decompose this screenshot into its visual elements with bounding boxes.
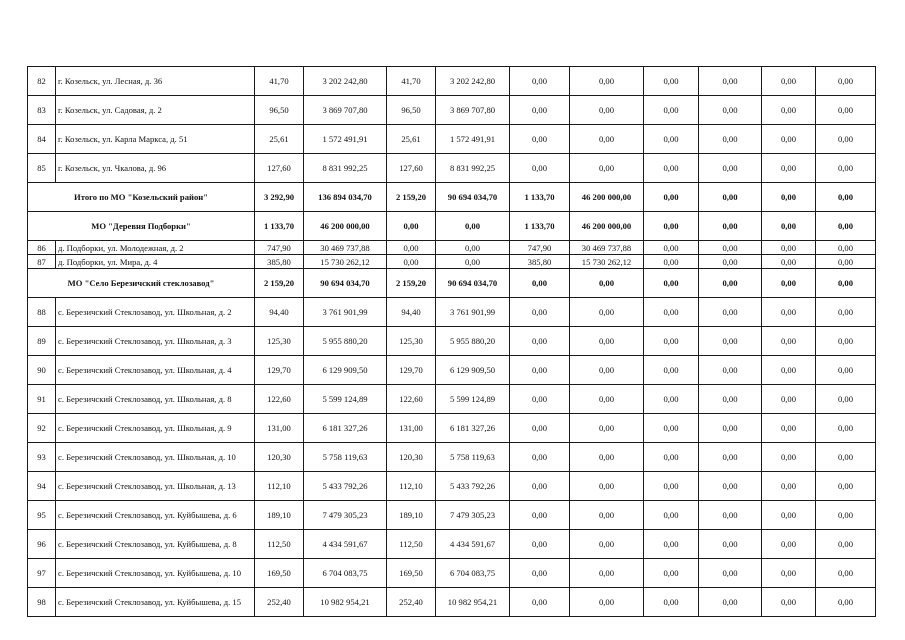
row-number-cell: 96 [28,530,56,559]
value-cell: 0,00 [699,385,762,414]
value-cell: 90 694 034,70 [304,269,387,298]
value-cell: 0,00 [816,241,876,255]
value-cell: 6 181 327,26 [436,414,510,443]
value-cell: 0,00 [510,443,570,472]
value-cell: 0,00 [816,530,876,559]
value-cell: 0,00 [699,356,762,385]
value-cell: 0,00 [644,154,699,183]
value-cell: 2 159,20 [387,183,436,212]
value-cell: 0,00 [570,125,644,154]
value-cell: 30 469 737,88 [304,241,387,255]
value-cell: 96,50 [255,96,304,125]
value-cell: 5 433 792,26 [436,472,510,501]
table-row [28,472,876,501]
value-cell: 0,00 [762,298,816,327]
value-cell: 0,00 [762,530,816,559]
row-number-cell: 88 [28,298,56,327]
value-cell: 0,00 [510,530,570,559]
value-cell: 0,00 [387,241,436,255]
value-cell: 0,00 [510,327,570,356]
value-cell: 25,61 [255,125,304,154]
value-cell: 0,00 [570,559,644,588]
table-row [28,125,876,154]
address-cell: с. Березичский Стеклозавод, ул. Школьная, д. 3 [56,327,255,356]
value-cell: 0,00 [570,154,644,183]
value-cell: 0,00 [510,588,570,617]
value-cell: 120,30 [255,443,304,472]
value-cell: 5 758 119,63 [436,443,510,472]
value-cell: 0,00 [570,327,644,356]
value-cell: 0,00 [816,255,876,269]
value-cell: 5 758 119,63 [304,443,387,472]
value-cell: 0,00 [699,125,762,154]
value-cell: 0,00 [510,154,570,183]
address-cell: с. Березичский Стеклозавод, ул. Школьная, д. 4 [56,356,255,385]
value-cell: 8 831 992,25 [436,154,510,183]
value-cell: 15 730 262,12 [570,255,644,269]
value-cell: 0,00 [816,327,876,356]
value-cell: 0,00 [699,269,762,298]
value-cell: 46 200 000,00 [570,183,644,212]
value-cell: 0,00 [762,67,816,96]
value-cell: 2 159,20 [387,269,436,298]
address-cell: г. Козельск, ул. Лесная, д. 36 [56,67,255,96]
value-cell: 0,00 [644,414,699,443]
value-cell: 0,00 [510,67,570,96]
value-cell: 129,70 [387,356,436,385]
value-cell: 0,00 [570,96,644,125]
address-cell: д. Подборки, ул. Молодежная, д. 2 [56,241,255,255]
value-cell: 0,00 [762,588,816,617]
value-cell: 0,00 [510,501,570,530]
value-cell: 0,00 [816,356,876,385]
value-cell: 0,00 [644,255,699,269]
value-cell: 3 761 901,99 [436,298,510,327]
value-cell: 0,00 [762,96,816,125]
value-cell: 0,00 [644,472,699,501]
table-row [28,443,876,472]
value-cell: 0,00 [816,385,876,414]
row-number-cell: 89 [28,327,56,356]
table-row [28,588,876,617]
value-cell: 6 704 083,75 [304,559,387,588]
address-cell: с. Березичский Стеклозавод, ул. Куйбышева, д. 8 [56,530,255,559]
value-cell: 0,00 [644,327,699,356]
value-cell: 0,00 [510,96,570,125]
value-cell: 3 869 707,80 [304,96,387,125]
table-row [28,67,876,96]
value-cell: 0,00 [816,154,876,183]
value-cell: 4 434 591,67 [436,530,510,559]
value-cell: 0,00 [644,588,699,617]
row-number-cell: 82 [28,67,56,96]
table-row [28,327,876,356]
subtotal-row [28,212,876,241]
value-cell: 0,00 [570,530,644,559]
value-cell: 25,61 [387,125,436,154]
value-cell: 0,00 [644,298,699,327]
value-cell: 0,00 [570,298,644,327]
value-cell: 131,00 [387,414,436,443]
value-cell: 127,60 [387,154,436,183]
value-cell: 0,00 [816,298,876,327]
value-cell: 41,70 [387,67,436,96]
value-cell: 0,00 [644,530,699,559]
value-cell: 8 831 992,25 [304,154,387,183]
value-cell: 125,30 [255,327,304,356]
value-cell: 0,00 [816,588,876,617]
value-cell: 0,00 [762,414,816,443]
row-number-cell: 90 [28,356,56,385]
value-cell: 3 869 707,80 [436,96,510,125]
row-number-cell: 87 [28,255,56,269]
address-cell: г. Козельск, ул. Чкалова, д. 96 [56,154,255,183]
value-cell: 0,00 [762,443,816,472]
value-cell: 0,00 [644,559,699,588]
value-cell: 7 479 305,23 [436,501,510,530]
value-cell: 120,30 [387,443,436,472]
group-title-cell: МО "Село Березичский стеклозавод" [28,269,255,298]
address-cell: с. Березичский Стеклозавод, ул. Куйбышева, д. 6 [56,501,255,530]
table-row [28,154,876,183]
value-cell: 6 129 909,50 [436,356,510,385]
value-cell: 0,00 [644,212,699,241]
value-cell: 0,00 [699,559,762,588]
value-cell: 0,00 [387,255,436,269]
value-cell: 0,00 [436,212,510,241]
address-cell: с. Березичский Стеклозавод, ул. Куйбышева, д. 10 [56,559,255,588]
value-cell: 747,90 [510,241,570,255]
group-title-cell: МО "Деревня Подборки" [28,212,255,241]
value-cell: 0,00 [510,125,570,154]
row-number-cell: 95 [28,501,56,530]
value-cell: 90 694 034,70 [436,183,510,212]
value-cell: 0,00 [762,125,816,154]
value-cell: 0,00 [644,125,699,154]
value-cell: 0,00 [570,67,644,96]
value-cell: 252,40 [387,588,436,617]
value-cell: 131,00 [255,414,304,443]
value-cell: 0,00 [816,443,876,472]
value-cell: 46 200 000,00 [570,212,644,241]
value-cell: 0,00 [570,588,644,617]
value-cell: 0,00 [699,67,762,96]
value-cell: 0,00 [816,472,876,501]
table-row [28,414,876,443]
value-cell: 0,00 [762,385,816,414]
value-cell: 5 599 124,89 [304,385,387,414]
address-cell: с. Березичский Стеклозавод, ул. Школьная, д. 10 [56,443,255,472]
value-cell: 112,50 [387,530,436,559]
value-cell: 0,00 [816,125,876,154]
value-cell: 6 704 083,75 [436,559,510,588]
subtotal-row [28,183,876,212]
value-cell: 0,00 [816,67,876,96]
address-cell: с. Березичский Стеклозавод, ул. Куйбышева, д. 15 [56,588,255,617]
value-cell: 0,00 [570,414,644,443]
value-cell: 1 133,70 [255,212,304,241]
value-cell: 6 181 327,26 [304,414,387,443]
value-cell: 0,00 [387,212,436,241]
group-title-cell: Итого по МО "Козельский район" [28,183,255,212]
value-cell: 0,00 [436,255,510,269]
value-cell: 1 572 491,91 [436,125,510,154]
value-cell: 189,10 [387,501,436,530]
value-cell: 1 572 491,91 [304,125,387,154]
value-cell: 5 955 880,20 [304,327,387,356]
value-cell: 0,00 [644,67,699,96]
value-cell: 0,00 [762,255,816,269]
row-number-cell: 97 [28,559,56,588]
value-cell: 0,00 [699,241,762,255]
table-row [28,385,876,414]
table-row [28,298,876,327]
value-cell: 30 469 737,88 [570,241,644,255]
value-cell: 0,00 [699,212,762,241]
row-number-cell: 85 [28,154,56,183]
value-cell: 96,50 [387,96,436,125]
address-cell: г. Козельск, ул. Садовая, д. 2 [56,96,255,125]
value-cell: 4 434 591,67 [304,530,387,559]
value-cell: 0,00 [762,327,816,356]
value-cell: 0,00 [644,443,699,472]
value-cell: 1 133,70 [510,212,570,241]
value-cell: 127,60 [255,154,304,183]
value-cell: 112,50 [255,530,304,559]
value-cell: 0,00 [699,255,762,269]
table-row [28,255,876,269]
value-cell: 0,00 [762,212,816,241]
value-cell: 0,00 [570,472,644,501]
value-cell: 0,00 [510,298,570,327]
table-row [28,356,876,385]
value-cell: 136 894 034,70 [304,183,387,212]
value-cell: 0,00 [570,501,644,530]
value-cell: 0,00 [762,154,816,183]
value-cell: 169,50 [255,559,304,588]
table-row [28,241,876,255]
address-cell: д. Подборки, ул. Мира, д. 4 [56,255,255,269]
value-cell: 10 982 954,21 [436,588,510,617]
value-cell: 94,40 [255,298,304,327]
value-cell: 3 292,90 [255,183,304,212]
value-cell: 6 129 909,50 [304,356,387,385]
address-cell: с. Березичский Стеклозавод, ул. Школьная, д. 8 [56,385,255,414]
subtotal-row [28,269,876,298]
value-cell: 0,00 [699,96,762,125]
value-cell: 0,00 [762,501,816,530]
value-cell: 122,60 [387,385,436,414]
value-cell: 15 730 262,12 [304,255,387,269]
value-cell: 0,00 [699,414,762,443]
value-cell: 385,80 [255,255,304,269]
value-cell: 7 479 305,23 [304,501,387,530]
value-cell: 5 433 792,26 [304,472,387,501]
table-row [28,501,876,530]
value-cell: 112,10 [255,472,304,501]
value-cell: 0,00 [762,559,816,588]
value-cell: 0,00 [570,356,644,385]
table-row [28,530,876,559]
row-number-cell: 91 [28,385,56,414]
value-cell: 125,30 [387,327,436,356]
housing-program-table [27,66,876,617]
table-row [28,96,876,125]
value-cell: 1 133,70 [510,183,570,212]
value-cell: 0,00 [644,96,699,125]
value-cell: 10 982 954,21 [304,588,387,617]
value-cell: 0,00 [699,327,762,356]
value-cell: 0,00 [570,385,644,414]
value-cell: 169,50 [387,559,436,588]
value-cell: 0,00 [644,501,699,530]
value-cell: 3 202 242,80 [436,67,510,96]
value-cell: 0,00 [510,472,570,501]
value-cell: 3 202 242,80 [304,67,387,96]
value-cell: 0,00 [644,183,699,212]
row-number-cell: 86 [28,241,56,255]
value-cell: 0,00 [510,269,570,298]
value-cell: 0,00 [699,501,762,530]
value-cell: 5 955 880,20 [436,327,510,356]
value-cell: 112,10 [387,472,436,501]
value-cell: 0,00 [699,472,762,501]
value-cell: 122,60 [255,385,304,414]
row-number-cell: 98 [28,588,56,617]
value-cell: 0,00 [510,356,570,385]
value-cell: 0,00 [816,269,876,298]
value-cell: 5 599 124,89 [436,385,510,414]
value-cell: 0,00 [816,183,876,212]
value-cell: 0,00 [510,414,570,443]
value-cell: 0,00 [762,183,816,212]
value-cell: 0,00 [699,183,762,212]
value-cell: 46 200 000,00 [304,212,387,241]
value-cell: 0,00 [816,501,876,530]
value-cell: 129,70 [255,356,304,385]
address-cell: с. Березичский Стеклозавод, ул. Школьная, д. 9 [56,414,255,443]
value-cell: 189,10 [255,501,304,530]
value-cell: 0,00 [436,241,510,255]
table-row [28,559,876,588]
value-cell: 0,00 [762,241,816,255]
value-cell: 0,00 [816,559,876,588]
value-cell: 0,00 [699,530,762,559]
value-cell: 2 159,20 [255,269,304,298]
value-cell: 0,00 [644,241,699,255]
row-number-cell: 92 [28,414,56,443]
value-cell: 0,00 [699,298,762,327]
row-number-cell: 93 [28,443,56,472]
row-number-cell: 84 [28,125,56,154]
value-cell: 90 694 034,70 [436,269,510,298]
value-cell: 0,00 [510,559,570,588]
row-number-cell: 83 [28,96,56,125]
value-cell: 0,00 [699,154,762,183]
row-number-cell: 94 [28,472,56,501]
value-cell: 252,40 [255,588,304,617]
value-cell: 3 761 901,99 [304,298,387,327]
value-cell: 0,00 [570,443,644,472]
value-cell: 0,00 [510,385,570,414]
value-cell: 0,00 [570,269,644,298]
value-cell: 0,00 [699,443,762,472]
address-cell: с. Березичский Стеклозавод, ул. Школьная, д. 13 [56,472,255,501]
value-cell: 94,40 [387,298,436,327]
value-cell: 0,00 [816,212,876,241]
value-cell: 747,90 [255,241,304,255]
value-cell: 0,00 [699,588,762,617]
address-cell: г. Козельск, ул. Карла Маркса, д. 51 [56,125,255,154]
address-cell: с. Березичский Стеклозавод, ул. Школьная, д. 2 [56,298,255,327]
value-cell: 0,00 [816,96,876,125]
value-cell: 0,00 [762,356,816,385]
value-cell: 0,00 [644,356,699,385]
value-cell: 0,00 [644,269,699,298]
table-body [28,67,876,617]
value-cell: 41,70 [255,67,304,96]
value-cell: 0,00 [644,385,699,414]
value-cell: 0,00 [816,414,876,443]
value-cell: 0,00 [762,472,816,501]
value-cell: 0,00 [762,269,816,298]
value-cell: 385,80 [510,255,570,269]
